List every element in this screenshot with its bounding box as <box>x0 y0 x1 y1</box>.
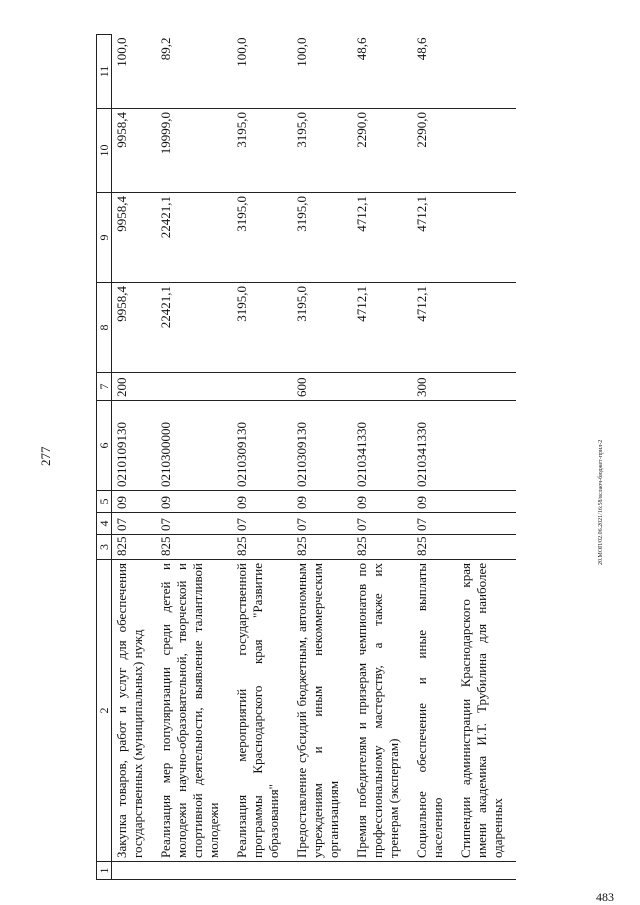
table-cell-c8: 3195,0 <box>292 283 352 373</box>
table-cell-c4: 07 <box>112 513 157 535</box>
table-cell-c5: 09 <box>156 491 232 513</box>
table-cell-c10: 19999,0 <box>156 109 232 193</box>
table-cell-c6: 0210341330 <box>412 401 456 491</box>
table-cell-c6: 0210309130 <box>232 401 292 491</box>
budget-table <box>96 34 516 880</box>
table-cell-c5: 09 <box>232 491 292 513</box>
table-cell-c7 <box>232 373 292 401</box>
table-cell-c11 <box>456 35 516 109</box>
table-cell-c3: 825 <box>156 535 232 560</box>
table-cell-c11: 48,6 <box>412 35 456 109</box>
table-row <box>292 35 352 880</box>
sheet-number: 483 <box>596 890 614 904</box>
table-cell-c8: 3195,0 <box>232 283 292 373</box>
table-cell-c1 <box>412 862 456 880</box>
table-cell-c11: 100,0 <box>112 35 157 109</box>
table-row <box>412 35 456 880</box>
table-cell-c2: Закупка товаров, работ и услуг для обеспечения государственных (муниципальных) нужд <box>112 560 157 862</box>
table-cell-c4: 07 <box>232 513 292 535</box>
table-cell-c4 <box>456 513 516 535</box>
table-cell-c1 <box>156 862 232 880</box>
table-cell-c8: 22421,1 <box>156 283 232 373</box>
table-cell-c10: 3195,0 <box>292 109 352 193</box>
table-cell-c6: 0210300000 <box>156 401 232 491</box>
table-cell-c8: 9958,4 <box>112 283 157 373</box>
table-cell-c5: 09 <box>292 491 352 513</box>
table-cell-c3: 825 <box>292 535 352 560</box>
table-row <box>352 35 412 880</box>
table-cell-c9 <box>456 193 516 283</box>
header-cell: 6 <box>97 401 112 491</box>
page-number: 277 <box>38 446 53 466</box>
table-cell-c1 <box>352 862 412 880</box>
header-cell: 11 <box>97 35 112 109</box>
table-cell-c8: 4712,1 <box>352 283 412 373</box>
table-cell-c11: 100,0 <box>232 35 292 109</box>
table-cell-c2: Социальное обеспечение и иные выплаты населению <box>412 560 456 862</box>
header-cell: 3 <box>97 535 112 560</box>
table-cell-c2: Стипендии администрации Краснодарского края имени академика И.Т. Трубилина для наиболее одаренных <box>456 560 516 862</box>
table-cell-c9: 4712,1 <box>352 193 412 283</box>
table-cell-c3: 825 <box>412 535 456 560</box>
document-footer-code: 20.МОП/02.06.2021/16:58/вслаоч-бюджет-прил-2 <box>598 439 604 565</box>
table-cell-c5: 09 <box>412 491 456 513</box>
table-row <box>232 35 292 880</box>
table-cell-c6: 0210109130 <box>112 401 157 491</box>
table-cell-c4: 07 <box>156 513 232 535</box>
table-cell-c5: 09 <box>112 491 157 513</box>
table-cell-c7: 300 <box>412 373 456 401</box>
table-row <box>112 35 157 880</box>
table-cell-c7 <box>456 373 516 401</box>
budget-table-rotated <box>96 35 594 880</box>
table-cell-c1 <box>456 862 516 880</box>
table-cell-c10: 2290,0 <box>352 109 412 193</box>
table-header-row <box>97 35 112 880</box>
table-cell-c3: 825 <box>112 535 157 560</box>
table-cell-c7 <box>156 373 232 401</box>
table-cell-c9: 9958,4 <box>112 193 157 283</box>
table-row <box>156 35 232 880</box>
header-cell: 8 <box>97 283 112 373</box>
table-cell-c9: 3195,0 <box>292 193 352 283</box>
header-cell: 2 <box>97 560 112 862</box>
table-cell-c4: 07 <box>292 513 352 535</box>
header-cell: 7 <box>97 373 112 401</box>
table-cell-c5: 09 <box>352 491 412 513</box>
table-cell-c8: 4712,1 <box>412 283 456 373</box>
table-cell-c1 <box>232 862 292 880</box>
table-cell-c7 <box>352 373 412 401</box>
header-cell: 1 <box>97 862 112 880</box>
table-cell-c6: 0210341330 <box>352 401 412 491</box>
table-cell-c10: 2290,0 <box>412 109 456 193</box>
table-cell-c1 <box>112 862 157 880</box>
table-cell-c2: Премия победителям и призерам чемпионатов по профессиональному мастерству, а также их тренерам (экспертам) <box>352 560 412 862</box>
table-cell-c7: 600 <box>292 373 352 401</box>
table-cell-c3: 825 <box>232 535 292 560</box>
table-cell-c3: 825 <box>352 535 412 560</box>
table-cell-c11: 100,0 <box>292 35 352 109</box>
header-cell: 10 <box>97 109 112 193</box>
table-cell-c1 <box>292 862 352 880</box>
table-cell-c9: 4712,1 <box>412 193 456 283</box>
table-cell-c6 <box>456 401 516 491</box>
table-cell-c7: 200 <box>112 373 157 401</box>
table-cell-c10 <box>456 109 516 193</box>
table-cell-c10: 3195,0 <box>232 109 292 193</box>
table-cell-c2: Предоставление субсидий бюджетным, автономным учреждениям и иным некоммерческим организациям <box>292 560 352 862</box>
table-cell-c6: 0210309130 <box>292 401 352 491</box>
header-cell: 9 <box>97 193 112 283</box>
table-cell-c4: 07 <box>412 513 456 535</box>
header-cell: 5 <box>97 491 112 513</box>
table-row <box>456 35 516 880</box>
table-cell-c5 <box>456 491 516 513</box>
table-cell-c2: Реализация мероприятий государственной программы Краснодарского края "Развитие образования" <box>232 560 292 862</box>
table-cell-c2: Реализация мер популяризации среди детей и молодежи научно-образовательной, творческой и спортивной деятельности, выявление талантливой молодежи <box>156 560 232 862</box>
table-cell-c11: 48,6 <box>352 35 412 109</box>
table-cell-c8 <box>456 283 516 373</box>
table-cell-c3 <box>456 535 516 560</box>
table-cell-c4: 07 <box>352 513 412 535</box>
table-cell-c9: 22421,1 <box>156 193 232 283</box>
table-cell-c10: 9958,4 <box>112 109 157 193</box>
table-cell-c9: 3195,0 <box>232 193 292 283</box>
table-cell-c11: 89,2 <box>156 35 232 109</box>
header-cell: 4 <box>97 513 112 535</box>
